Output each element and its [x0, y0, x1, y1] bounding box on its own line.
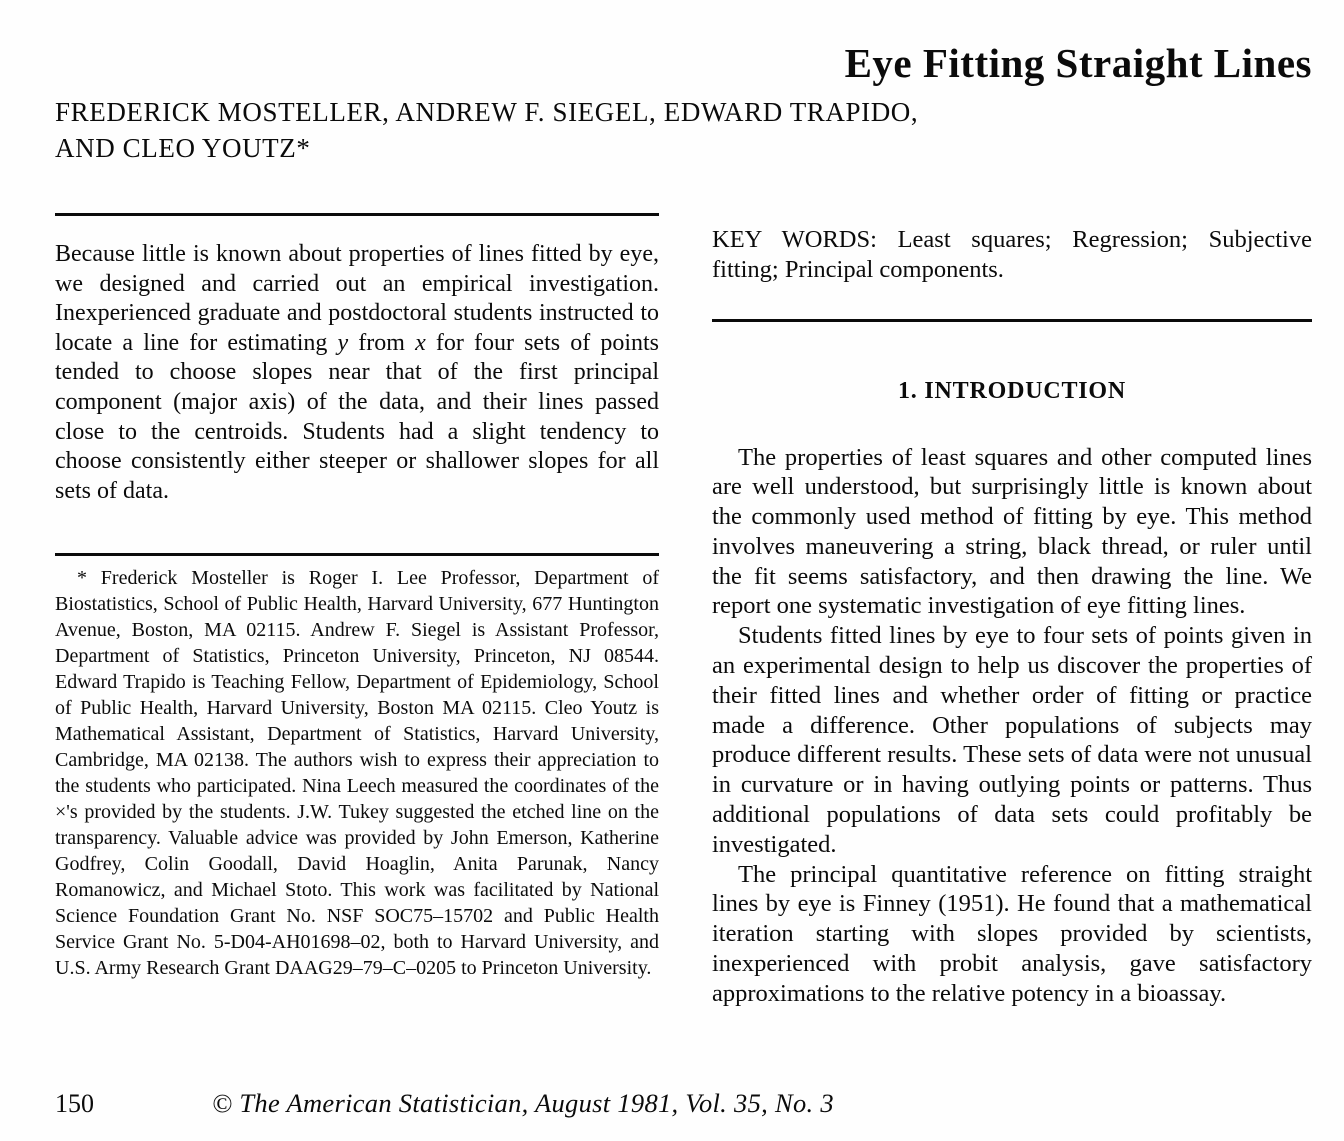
page-number: 150: [55, 1089, 94, 1118]
footnote-rule: [55, 553, 659, 556]
author-line-1: FREDERICK MOSTELLER, ANDREW F. SIEGEL, EDWARD TRAPIDO,: [55, 97, 919, 127]
left-column: [55, 213, 659, 1001]
abstract-text-2: from: [348, 329, 416, 356]
introduction-paragraph-3: The principal quantitative reference on fitting straight lines by eye is Finney (1951). He found that a mathematical iteration starting with slopes provided by scientists, inexperienced with probit analysis, gave satisfactory approximations to the relative potency in a bioassay.: [712, 860, 1312, 1007]
math-variable-x: x: [415, 329, 426, 356]
author-line-2: AND CLEO YOUTZ*: [55, 133, 311, 163]
journal-citation: © The American Statistician, August 1981, Vol. 35, No. 3: [212, 1088, 834, 1118]
introduction-paragraph-1: The properties of least squares and other computed lines are well understood, but surprisingly little is known about the commonly used method of fitting by eye. This method involves maneuvering a string, black thread, or ruler until the fit seems satisfactory, and then drawing the line. We report one systematic investigation of eye fitting lines.: [712, 443, 1312, 620]
abstract-text-1: Because little is known about properties of lines fitted by eye, we designed and carried out an empirical investigation. Inexperienced graduate and postdoctoral students instructed to locate a line for estimating: [55, 241, 659, 356]
math-variable-y: y: [337, 329, 349, 356]
keywords-paragraph: KEY WORDS: Least squares; Regression; Subjective fitting; Principal components.: [712, 225, 1312, 283]
keywords-rule: [712, 319, 1312, 322]
right-column: [712, 200, 1312, 1009]
author-footnote: * Frederick Mosteller is Roger I. Lee Professor, Department of Biostatistics, School of Public Health, Harvard University, 677 Huntington Avenue, Boston, MA 02115. Andrew F. Siegel is Assistant Professor, Department of Statistics, Princeton University, Princeton, NJ 08544. Edward Trapido is Teaching Fellow, Department of Epidemiology, School of Public Health, Harvard University, Boston MA 02115. Cleo Youtz is Mathematical Assistant, Department of Statistics, Harvard University, Cambridge, MA 02138. The authors wish to express their appreciation to the students who participated. Nina Leech measured the coordinates of the ×'s provided by the students. J.W. Tukey suggested the etched line on the transparency. Valuable advice was provided by John Emerson, Katherine Godfrey, Colin Goodall, David Hoaglin, Anita Parunak, Nancy Romanowicz, and Michael Stoto. This work was facilitated by National Science Foundation Grant No. NSF SOC75–15702 and Public Health Service Grant No. 5-D04-AH01698–02, both to Harvard University, and U.S. Army Research Grant DAAG29–79–C–0205 to Princeton University.: [55, 567, 659, 980]
abstract-text-3: for four sets of points tended to choose slopes near that of the first principal component (major axis) of the data, and their lines passed close to the centroids. Students had a slight tendency to choose consistently either steeper or shallower slopes for all sets of data.: [55, 329, 660, 504]
page-footer: [55, 1088, 834, 1119]
abstract-top-rule: [55, 213, 659, 216]
author-list: [55, 94, 1155, 166]
abstract-paragraph: [55, 240, 659, 506]
introduction-heading: 1. INTRODUCTION: [897, 377, 1127, 404]
introduction-paragraph-2: Students fitted lines by eye to four sets of points given in an experimental design to help us discover the properties of their fitted lines and whether order of fitting or practice made a difference. Other populations of subjects may produce different results. These sets of data were not unusual in curvature or in having outlying points or patterns. Thus additional populations of data sets could profitably be investigated.: [712, 622, 1312, 858]
article-title: Eye Fitting Straight Lines: [844, 40, 1312, 87]
